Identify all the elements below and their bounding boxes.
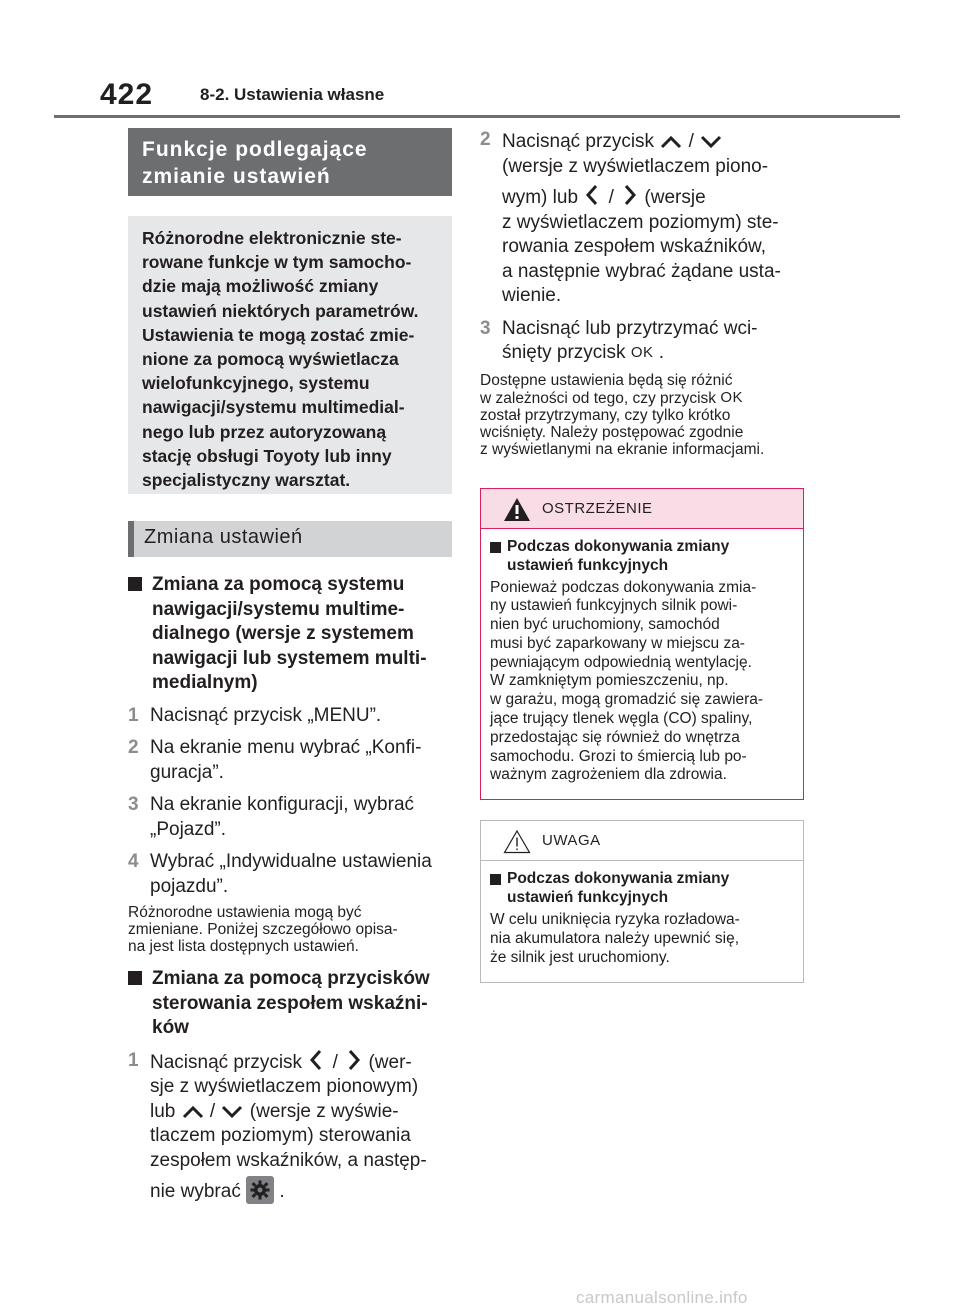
bullet-square <box>128 577 142 591</box>
chevron-left-icon <box>307 1049 327 1071</box>
bullet-square <box>490 874 501 885</box>
warning-title: OSTRZEŻENIE <box>542 499 653 517</box>
page-header <box>94 78 900 118</box>
note-ok-press: Dostępne ustawienia będą się różnić w zależności od tego, czy przycisk OK został przytrzymany, czy tylko krótko wciśnięty. Należy postępować zgodnie z wyświetlanymi na ekranie informacjami. <box>480 371 765 458</box>
warning-body <box>481 529 803 800</box>
chevron-right-icon <box>619 184 639 206</box>
step-2-setup: 2 Na ekranie menu wybrać „Konfi- guracja”. <box>128 737 422 783</box>
step-2-select-setting: 2 Nacisnąć przycisk / (wersje z wyświetlaczem piono- wym) lub / (wersje z wyświetlaczem poziomym) ste- rowania zespołem wskaźników, a następnie wybrać żądane usta- wienie. <box>480 129 781 306</box>
chevron-left-icon <box>583 184 603 206</box>
gear-icon <box>246 1176 274 1204</box>
bullet-square <box>490 542 501 553</box>
caution-box <box>480 820 804 982</box>
caution-body <box>481 861 803 981</box>
step-1-meter-control: 1 Nacisnąć przycisk / (wer- sje z wyświetlaczem pionowym) lub / (wersje z wyświe- tlaczem poziomym) sterowania zespołem wskaźników, a następ- nie wybrać . <box>128 1049 427 1202</box>
ok-button-glyph: OK <box>720 388 744 406</box>
change-settings-heading: Zmiana ustawień <box>128 521 452 557</box>
step-3-vehicle: 3 Na ekranie konfiguracji, wybrać „Pojazd”. <box>128 794 415 840</box>
warning-box <box>480 488 804 801</box>
section-title: 8-2. Ustawienia własne <box>200 85 385 104</box>
features-heading: Funkcje podlegające zmianie ustawień <box>128 128 452 196</box>
step-4-customize: 4 Wybrać „Indywidualne ustawienia pojazdu”. <box>128 851 432 897</box>
warning-text: Ponieważ podczas dokonywania zmia- ny ustawień funkcyjnych silnik powi- nien być uruchomiony, samochód musi być zaparkowany w miejscu za- pewniającym odpowiednią wentylację. W zamkniętym pomieszczeniu, np. w garażu, mogą gromadzić się zawiera- jące trujący tlenek węgla (CO) spaliny, przedostając się również do wnętrza samochodu. Grozi to śmiercią lub po- ważnym zagrożeniem dla zdrowia. <box>490 578 764 784</box>
warning-subheading: Podczas dokonywania zmiany ustawień funkcyjnych <box>490 537 794 575</box>
watermark: carmanualsonline.info <box>576 1288 748 1307</box>
intro-box: Różnorodne elektronicznie ste- rowane funkcje w tym samocho- dzie mają możliwość zmiany ustawień niektórych parametrów. Ustawienia te mogą zostać zmie- nione za pomocą wyświetlacza wielofunkcyjnego, systemu nawigacji/systemu multimedial- nego lub przez autoryzowaną stację obsługi Toyoty lub inny specjalistyczny warsztat. <box>128 216 452 494</box>
caution-header <box>481 821 803 861</box>
page-number: 422 <box>100 78 154 111</box>
right-column <box>480 128 804 983</box>
caution-text: W celu uniknięcia ryzyka rozładowa- nia akumulatora należy upewnić się, że silnik jest uruchomiony. <box>490 911 740 966</box>
warning-header <box>481 489 803 529</box>
bullet-meter-switches: Zmiana za pomocą przycisków sterowania zespołem wskaźni- ków <box>128 967 452 1041</box>
chevron-up-icon <box>181 1104 205 1120</box>
caution-triangle-icon <box>503 829 531 859</box>
chevron-down-icon <box>699 134 723 150</box>
bullet-square <box>128 971 142 985</box>
bullet-navigation-system: Zmiana za pomocą systemu nawigacji/systemu multime- dialnego (wersje z systemem nawigacji lub systemem multi- medialnym) <box>128 573 452 696</box>
caution-title: UWAGA <box>542 832 601 850</box>
chevron-up-icon <box>659 134 683 150</box>
ok-button-glyph: OK <box>630 344 654 361</box>
step-1-menu: 1 Nacisnąć przycisk „MENU”. <box>128 704 382 726</box>
warning-triangle-icon <box>503 497 531 527</box>
header-rule <box>54 115 900 118</box>
chevron-right-icon <box>343 1049 363 1071</box>
left-column <box>128 128 452 1205</box>
caution-subheading: Podczas dokonywania zmiany ustawień funkcyjnych <box>490 869 794 907</box>
step-3-press-ok: 3 Nacisnąć lub przytrzymać wci- śnięty przycisk OK . <box>480 317 804 366</box>
note-settings-list: Różnorodne ustawienia mogą być zmieniane. Poniżej szczegółowo opisa- na jest lista dostępnych ustawień. <box>128 904 398 955</box>
chevron-down-icon <box>220 1104 244 1120</box>
